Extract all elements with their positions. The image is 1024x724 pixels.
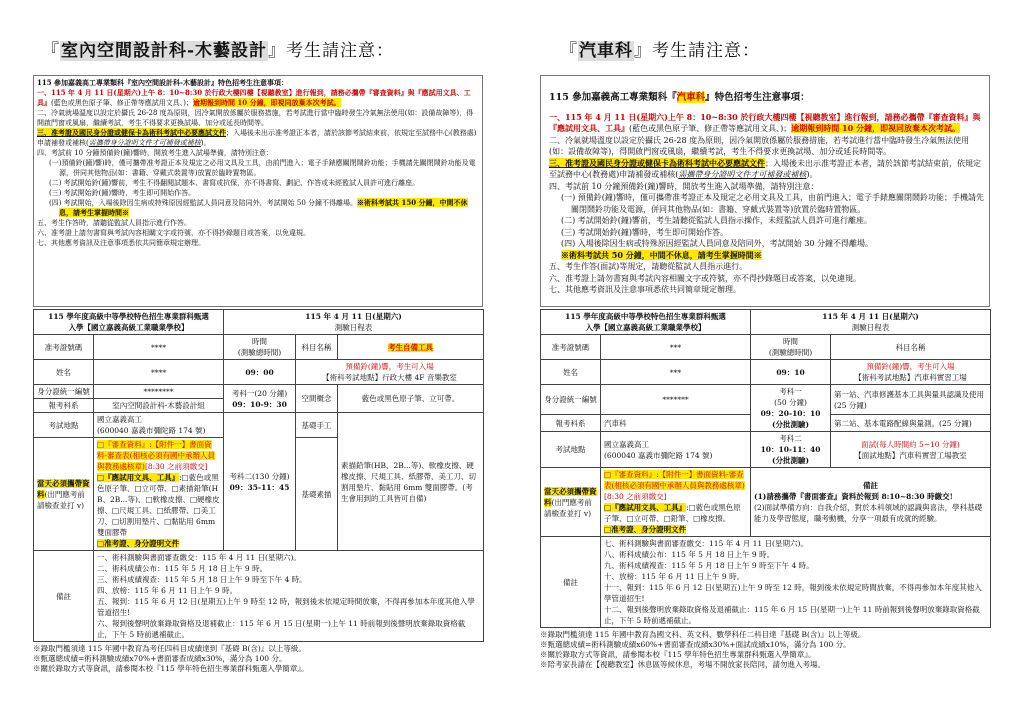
notice-item-1-main: 一、115 年 4 月 11 日(星期六)上午 8：10~8:30 於行政大樓四樓【視聽教室】進行報到，請務必攜帶『審查資料』與『應試用文具、工具』 xyxy=(37,88,471,107)
exam1-batch: (分批測驗) xyxy=(771,420,810,429)
remark-8: 八、術科成績公布：115 年 5 月 18 日上午 9 時。 xyxy=(604,550,775,559)
th-time xyxy=(224,335,296,360)
notice-item-4-1: (一) 預備鈴(鐘)響時，僅可攜帶准考證正本及規定之必用文具及工具，由前門進入；電子手錶應關閉鬧鈴功能；手機請先關閉鬧鈴功能及電源，併同其他物品(如：書籍、穿戴式裝置等)放置於臨時置物區。 xyxy=(561,193,985,214)
notice-item-3-body: ；入場後未出示准考證正本者，請於該節考試結束前，依規定至試務中心(教務處)申請補發或補核( xyxy=(37,129,477,147)
remark-2: 二、術科成績公布：115 年 5 月 18 日上午 9 時。 xyxy=(97,564,268,573)
th-time-label: 時間 xyxy=(783,337,799,346)
exam2-duration: 考科二(130 分鐘) xyxy=(229,471,290,481)
bring-label-hint: (出門應考前請檢查並打 v) xyxy=(37,489,85,510)
remark-6: 六、報到後聲明放棄錄取資格及退補截止：115 年 6 月 15 日(星期一)上午 11 時前報到後聲明放棄錄取資格截止，下午 5 時前遞補截止。 xyxy=(97,619,466,639)
notice-item-5: 五、考生作答(面試)等規定，請聽從監試人員指示進行。 xyxy=(549,262,748,271)
exam2-subject xyxy=(831,432,991,468)
left-notice-box xyxy=(33,75,483,307)
remark-10: 十、放榜：115 年 6 月 11 日上午 9 時。 xyxy=(604,572,745,581)
notice-item-2: 二、冷氣就場溫度以設定於攝氏 26-28 度為原則，因冷氣開放係屬於服務措施，若考試進行當中臨時發生冷氣無法使用(如：設備故障等)，得開啟門窗或風扇，繼續考試，考生不得要求更換試場、加分或延長時間等。 xyxy=(549,135,970,156)
footnote-3: ※關於錄取方式等資訊，請參閱本校『115 學年特色招生專業群科甄選入學簡章』。 xyxy=(33,664,309,673)
title-department: 室內空間設計科-木藝設計 xyxy=(61,41,268,61)
exam2-range: 09：35-11：45 xyxy=(229,482,290,492)
remark-12: 十二、報到後聲明放棄錄取資格及退補截止：115 年 6 月 15 日(星期一)上午 11 時前報到後聲明放棄錄取資格截止，下午 5 時前遞補截止。 xyxy=(604,605,980,625)
notice-item-1-late: 逾期報到時間 10 分鐘，即視同放棄本次考試。 xyxy=(791,123,960,133)
bring-label-title: 當天必須攜帶資料 xyxy=(37,478,90,499)
label-remark: 備註 xyxy=(34,551,94,642)
label-site: 考試地點 xyxy=(34,413,94,438)
card-header xyxy=(541,310,751,335)
remark-4: 四、放榜：115 年 6 月 11 日上午 9 時。 xyxy=(97,586,238,595)
prep-location: 【術科考試地點】行政大樓 4F 音樂教室 xyxy=(322,373,457,382)
remark-3: 三、術科成績複查：115 年 5 月 18 日上午 9 時至下午 4 時。 xyxy=(97,575,307,584)
schedule-title: 測驗日程表 xyxy=(334,323,373,332)
notice-item-3-italic: 需攜帶身分證明文件才可補發或補核 xyxy=(88,139,201,147)
right-admission-card xyxy=(540,309,991,628)
remark-top-2: (2)面試準備方向：自我介紹，對於本科領域的認識與喜法，學科基礎能力及學習態度，職考動機，分享一項最有成就的經驗。 xyxy=(754,503,983,523)
interview-note: 面試(每人時間約 5~10 分鐘) xyxy=(861,439,960,449)
bring-label xyxy=(541,468,601,537)
remark-11: 十一、報到：115 年 6 月 12 日(星期五)上午 9 時至 12 時，報到後未依規定時間放棄，不得再參加本年度其他入學管道招生! xyxy=(604,583,982,603)
footnote-3: ※關於錄取方式等資訊，請參閱本校『115 學年特色招生專業群科甄選入學簡章』。 xyxy=(540,650,816,659)
label-site: 考試地點 xyxy=(541,432,601,468)
title-suffix: 』考生請注意： xyxy=(634,41,760,61)
right-page-title xyxy=(560,36,760,61)
notice-item-1-late: 逾期報到時間 10 分鐘，即視同放棄本次考試。 xyxy=(192,98,341,107)
prep-bell: 預備鈴(鐘)響，考生可入場 xyxy=(866,362,955,371)
remark-5: 五、報到：115 年 6 月 12 日(星期五)上午 9 時至 12 時，報到後未依規定時間放棄，不得再參加本年度其他入學管道招生! xyxy=(97,597,475,617)
footnote-4: ※陪考家長請在【視聽教室】休息區等候休息，考場不開放家長陪同，請勿進入考場。 xyxy=(540,660,825,669)
prep-bell: 預備鈴(鐘)響，考生可入場 xyxy=(345,362,434,371)
exam1-duration: 考科一(20 分鐘) xyxy=(231,388,288,398)
notice-item-4: 四、考試前 10 分鐘預備鈴(鐘)響時，開放考生進入試場準備，請特別注意： xyxy=(549,181,819,191)
interview-location: 【面試地點】汽車科實習工場教室 xyxy=(854,450,967,460)
notice-item-3-end: )。 xyxy=(200,139,211,147)
bring-list xyxy=(94,438,224,551)
th-subject: 科目名稱 xyxy=(296,335,338,360)
schedule-date: 115 年 4 月 11 日(星期六) xyxy=(822,312,919,321)
notice-item-1-tools: (藍色或黑色原子筆、修正帶等應試用文具、)； xyxy=(51,99,193,107)
value-site xyxy=(94,413,224,438)
time-0910: 09：10 xyxy=(751,360,831,385)
card-header-line2: 入學【國立嘉義高級工業職業學校】 xyxy=(68,323,189,332)
exam1-range: 09：20-10：10 xyxy=(760,409,821,418)
value-name: *** xyxy=(601,360,751,385)
notice-item-3-main: 三、准考證及國民身分證或健保卡為術科考試中必要應試文件 xyxy=(37,128,226,137)
card-header-line1: 115 學年度高級中等學校特色招生專業群科甄選 xyxy=(48,312,209,321)
notice-item-3-end: )。 xyxy=(806,170,818,179)
footnote-2: ※甄選總成績=術科測驗成績x70%+書面審查成績x30%，滿分為 100 分。 xyxy=(33,654,287,663)
notice-heading: 115 參加嘉義高工專業類科『室內空間設計科-木藝設計』特色招考生注意事項： xyxy=(37,78,288,87)
footnote-1: ※錄取門檻須達 115 年國中教育為國文科、英文科、數學科任二科目達『基礎 B(含)』以上等級。 xyxy=(540,630,866,639)
exam1-time xyxy=(751,385,831,432)
value-exam-number: *** xyxy=(601,335,751,360)
prep-cell xyxy=(831,360,991,385)
footnote-1: ※錄取門檻須達 115 年國中教育為考任四科目成績達到『基礎 B(含)』以上等級。 xyxy=(33,644,306,653)
value-department: 汽車科 xyxy=(601,415,751,432)
bring-tools-list: :□藍色或黑色原子筆、□立可帶、□鉛筆、□橡皮擦。 xyxy=(604,503,741,523)
exam2-range: 10：10-11：40 xyxy=(760,445,821,454)
footnote-2: ※甄選總成績=術科測驗成績x60%+書面審查成績x30%+面試成績x10%，滿分為 100 分。 xyxy=(540,640,851,649)
notice-item-3 xyxy=(37,128,479,148)
value-department: 室內空間設計科-木藝設計組 xyxy=(94,399,224,413)
exam2-subject-b: 基礎素描 xyxy=(296,438,338,551)
bring-review-docs[interactable]: □『審查資料』:【附件一】書面資料-審查表(相核必須有國中承辦人員與教務處核章) xyxy=(604,470,745,490)
notice-heading-a: 115 參加嘉義高工專業類科『 xyxy=(549,92,677,103)
bring-label-hint: (出門應考前請檢查並打 v) xyxy=(544,497,592,518)
label-name: 姓名 xyxy=(34,360,94,385)
notice-item-4-3: (三) 考試開始鈴(鐘)響時，考生即可開始作答。 xyxy=(561,227,729,237)
remark-top-title: 備註 xyxy=(863,481,879,490)
title-department: 汽車科 xyxy=(579,41,633,61)
notice-item-4-5 xyxy=(549,250,985,262)
prep-location: 【術科考試地點】汽車科實習工場 xyxy=(854,373,967,382)
bring-review-docs[interactable]: □『審查資料』:【附件一】書面資料-審查表(相核必須有國中承辦人員與教務處核章) xyxy=(97,440,215,471)
left-column xyxy=(33,75,483,674)
value-site xyxy=(601,432,751,468)
label-exam-number: 准考證號碼 xyxy=(541,335,601,360)
notice-heading-b: 』特色招考生注意事項： xyxy=(705,92,810,103)
notice-item-6: 六、准考證上請勿書寫與考試內容相關文字或符號，亦不得抄錄題目或答案，以免違規。 xyxy=(549,273,861,283)
bring-deadline: [8:30 之前須繳交] xyxy=(144,462,208,471)
notice-heading xyxy=(549,92,985,104)
value-name: **** xyxy=(94,360,224,385)
notice-item-4-4 xyxy=(37,198,479,218)
label-department: 報考科系 xyxy=(34,399,94,413)
th-time-label: 時間 xyxy=(252,337,268,346)
notice-item-3-italic: 需攜帶身分證明文件才可補發或補核 xyxy=(678,170,807,179)
schedule-title: 測驗日程表 xyxy=(851,323,890,332)
bring-id-docs[interactable]: □准考證、身分證明文件 xyxy=(604,525,687,534)
th-tools xyxy=(338,335,484,360)
right-footnotes xyxy=(540,630,990,670)
notice-item-4-2: (二) 考試開始鈴(鐘)響前，考生不得翻閱試題本、書寫或抗保，亦不得書寫、劃記、作答或未經監試人員許可進行離座。 xyxy=(49,179,420,187)
schedule-date: 115 年 4 月 11 日(星期六) xyxy=(305,312,402,321)
exam2-tools: 素描鉛筆(HB、2B...等)、軟橡皮擦、硬橡皮擦、尺規工具、紙膠帶、美工刀、切割用墊片、黏貼用 6mm 雙面膠帶。(考生會用到的工具皆可自備) xyxy=(338,413,484,551)
title-bracket: 『 xyxy=(42,41,60,61)
notice-item-5: 五、考生作答時，請聽從監試人員指示進行作答。 xyxy=(37,219,191,227)
remark-7: 七、術科測驗與書面審查繳交：115 年 4 月 11 日(星期六)。 xyxy=(604,539,808,548)
site-address: (600040 嘉義市彌陀路 174 號) xyxy=(97,426,206,435)
notice-item-2: 二、冷氣就場溫度以設定於攝氏 26-28 度為原則，因冷氣開放係屬於服務措施，若考試進行當中臨時發生冷氣無法使用(如：設備故障等)，得開啟門窗或風扇，繼續考試，考生不得要求更換試場、加分或延長時間等。 xyxy=(37,109,474,127)
notice-item-4-2: (二) 考試開始鈴(鐘)響前，考生請聽從監試人員指示操作，未經監試人員許可進行離座。 xyxy=(561,216,873,225)
remark-1: 一、術科測驗與書面審查繳交：115 年 4 月 11 日(星期六)。 xyxy=(97,553,301,562)
remark-list xyxy=(601,537,991,628)
label-department: 報考科系 xyxy=(541,415,601,432)
exam1-tools: 藍色或黑色原子筆、立可帶。 xyxy=(338,385,484,413)
notice-item-7: 七、其他應考資訊及注意事項悉依共同簡章規定辦理。 xyxy=(549,285,741,294)
notice-item-4-5-highlight: ※術科考試共 50 分鐘，中間不休息，請考生掌握時間※ xyxy=(561,249,762,260)
exam1-station-2: 第二站、基本電路配線與量測。(25 分鐘) xyxy=(831,415,991,432)
label-exam-number: 准考證號碼 xyxy=(34,335,94,360)
notice-item-6: 六、准考證上請勿書寫與考試內容相關文字或符號，亦不得抄錄題目或答案，以免違規。 xyxy=(37,229,310,237)
value-id: ******* xyxy=(601,385,751,415)
value-id: ******** xyxy=(94,385,224,399)
exam1-time xyxy=(224,385,296,413)
exam2-batch: (分批測驗) xyxy=(771,456,810,465)
card-header-line1: 115 學年度高級中等學校特色招生專業群科甄選 xyxy=(565,312,726,321)
notice-item-4-4: (四) 入場後除因生病或特殊原因經監試人員同意及陪同外，考試開始 30 分鐘不得離場。 xyxy=(561,239,874,248)
th-time-sub: (測驗總時間) xyxy=(768,348,813,357)
bring-label xyxy=(34,438,94,551)
title-suffix: 』考生請注意： xyxy=(268,41,395,61)
prep-cell xyxy=(296,360,484,385)
exam1-subject: 空間概念 xyxy=(296,385,338,413)
right-column xyxy=(540,75,990,670)
bring-tools-title[interactable]: □『應試用文具、工具』 xyxy=(604,503,687,512)
left-admission-card xyxy=(33,309,484,642)
site-address: (600040 嘉義市彌陀路 174 號) xyxy=(604,450,713,460)
site-name: 國立嘉義高工 xyxy=(604,439,649,449)
bring-tools-list: :□藍色或黑色原子筆、□立可帶、□素描鉛筆(HB、2B...等)、□軟橡皮擦、□硬橡皮擦、□尺規工具、□紙膠帶、□美工刀、□切割用墊片、□黏貼用 6mm 雙面膠帶 xyxy=(97,473,220,537)
exam1-duration: (50 分鐘) xyxy=(774,398,807,407)
card-header-line2: 入學【國立嘉義高級工業職業學校】 xyxy=(585,323,706,332)
value-exam-number: **** xyxy=(94,335,224,360)
exam2-time xyxy=(224,413,296,551)
label-id: 身分證統一編號 xyxy=(34,385,94,399)
exam1-station-1: 第一站、汽車修護基本工具與量具認識及使用(25 分鐘) xyxy=(831,385,991,415)
card-header xyxy=(34,310,224,335)
right-notice-box xyxy=(540,75,990,307)
remark-9: 九、術科成績複查：115 年 5 月 18 日上午 9 時至下午 4 時。 xyxy=(604,561,814,570)
title-bracket: 『 xyxy=(560,41,578,61)
notice-item-4-1: (一)預備鈴(鐘)響)時，僅可攜帶准考證正本及規定之必用文具及工具，由前門進入；電子手錶應關閉鬧鈴功能；手機請先關閉鬧鈴功能及電源，併同其他物品(如：書籍、穿戴式裝置等)放置於臨時置物區。 xyxy=(49,159,476,177)
notice-item-3 xyxy=(549,158,985,181)
label-remark: 備註 xyxy=(541,537,601,628)
notice-item-1 xyxy=(549,112,985,135)
notice-item-1 xyxy=(37,88,479,108)
th-tools-label: 考生自備工具 xyxy=(388,342,434,352)
th-subject: 科目名稱 xyxy=(831,335,991,360)
exam2-label: 考科二 xyxy=(779,434,802,443)
label-name: 姓名 xyxy=(541,360,601,385)
exam1-range: 09：10-9：30 xyxy=(232,399,287,409)
th-time-sub: (測驗總時間) xyxy=(237,348,282,357)
notice-item-4-4-highlight: ※術科考試共 150 分鐘，中間不休息，請考生掌握時間※ xyxy=(59,198,468,217)
bring-id-docs[interactable]: □准考證、身分證明文件 xyxy=(97,539,180,548)
notice-item-4-4-text: (四) 考試開始，入場後除因生病或特殊原因經監試人員同意及陪同外，考試開始 50 分鐘不得離場。 xyxy=(49,199,358,207)
notice-item-1-main: 一、115 年 4 月 11 日(星期六)上午 8：10~8:30 於行政大樓四樓【視聽教室】進行報到，請務必攜帶『審查資料』與『應試用文具、工具』 xyxy=(549,111,981,133)
left-page-title xyxy=(42,36,394,61)
exam2-time xyxy=(751,432,831,468)
notice-item-4: 四、考試前 10 分鐘預備鈴(鐘)響時，開放考生進入試場準備，請特別注意： xyxy=(37,149,273,157)
exam2-subject-a: 基礎手工 xyxy=(296,413,338,438)
schedule-header xyxy=(751,310,991,335)
remark-top-1: (1)請務攜帶『書面審查』資料於報到 8:10~8:30 時繳交! xyxy=(754,492,953,501)
remark-top xyxy=(751,468,991,537)
bring-deadline: [8:30 之前須繳交] xyxy=(604,492,667,501)
left-footnotes xyxy=(33,644,483,674)
bring-label-title: 當天必須攜帶資料 xyxy=(544,486,597,507)
notice-item-1-tools: (藍色或黑色原子筆、修正帶等應試用文具、)； xyxy=(629,124,792,133)
th-time xyxy=(751,335,831,360)
bring-tools-title[interactable]: □『應試用文具、工具』 xyxy=(97,473,180,482)
notice-heading-dept: 汽車科 xyxy=(676,92,706,103)
notice-item-4-3: (三) 考試開始鈴(鐘)響時，考生即可開始作答。 xyxy=(49,189,196,197)
notice-item-7: 七、其他應考資訊及注意事項悉依共同簡章規定辦理。 xyxy=(37,239,205,247)
remark-list xyxy=(94,551,484,642)
label-id: 身分證統一編號 xyxy=(541,385,601,415)
time-0900: 09：00 xyxy=(224,360,296,385)
exam1-label: 考科一 xyxy=(779,387,802,396)
schedule-header xyxy=(224,310,484,335)
notice-item-3-main: 三、准考證及國民身分證或健保卡為術科考試中必要應試文件 xyxy=(549,157,765,168)
site-name: 國立嘉義高工 xyxy=(97,415,142,424)
notice-item-3-body: ；入場後未出示准考證正本者，請於該節考試結束前，依規定至試務中心(教務處)申請補發或補核( xyxy=(549,158,981,179)
bring-list xyxy=(601,468,751,537)
